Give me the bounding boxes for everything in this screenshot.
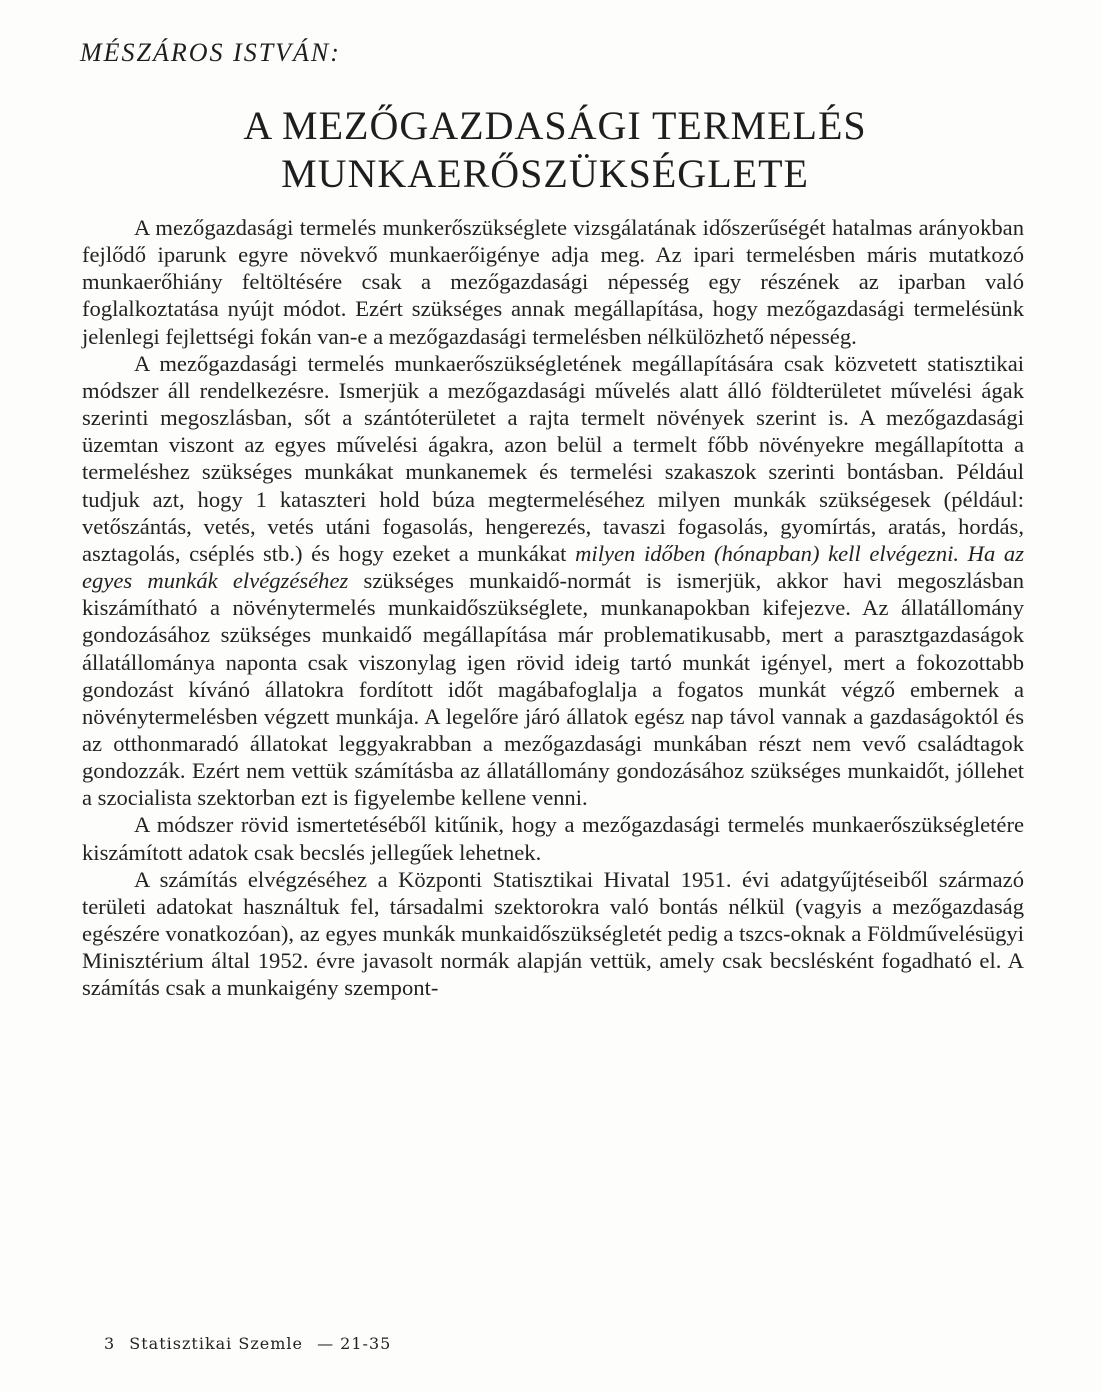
article-title-line-2: MUNKAERŐSZÜKSÉGLETE — [281, 151, 809, 196]
footer-signature: — 21-35 — [317, 1334, 392, 1353]
footer-sheet-number: 3 — [104, 1334, 116, 1353]
page-footer — [104, 1334, 399, 1353]
paragraph-2 — [82, 350, 1024, 812]
paragraph-3: A módszer rövid ismertetéséből kitűnik, hogy a mezőgazdasági termelés munkaerőszükségletére kiszámított adatok csak becslés jellegűek lehetnek. — [82, 812, 1024, 865]
paragraph-1: A mezőgazdasági termelés munkerőszükséglete vizsgálatának időszerűségét hatalmas arányokban fejlődő iparunk egyre növekvő munkaerőigénye adja meg. Az ipari termelésben máris mutatkozó munkaerőhiány feltöltésére csak a mezőgazdasági népesség egy részének az iparban való foglalkoztatása nyújt módot. Ezért szükséges annak megállapítása, hogy mezőgazdasági termelésünk jelenlegi fejlettségi fokán van-e a mezőgazdasági termelésben nélkülözhető népesség. — [82, 215, 1024, 349]
article-body — [82, 214, 1024, 1002]
footer-journal-name: Statisztikai Szemle — [129, 1334, 303, 1353]
paragraph-2-italic: milyen időben (hónapban) kell elvégezni. Ha az egyes munkák elvégzéséhez — [82, 540, 1024, 594]
paragraph-4: A számítás elvégzéséhez a Központi Statisztikai Hivatal 1951. évi adatgyűjtéseiből származó területi adatokat használtuk fel, társadalmi szektorokra való bontás nélkül (vagyis a mezőgazdaság egészére vonatkozóan), az egyes munkák munkaidőszükségletét pedig a tszcs-oknak a Földművelésügyi Minisztérium által 1952. évre javasolt normák alapján vettük, amely csak becslésként fogadható el. A számítás csak a munkaigény szempont- — [82, 866, 1024, 1001]
article-title-line-1: A MEZŐGAZDASÁGI TERMELÉS — [243, 103, 867, 148]
author-name: MÉSZÁROS ISTVÁN: — [80, 38, 341, 67]
paragraph-2-text-a: A mezőgazdasági termelés munkaerőszükségletének megállapítására csak közvetett statisztikai módszer áll rendelkezésre. Ismerjük a mezőgazdasági művelés alatt álló földterületet művelési ágak szerinti megoszlásban, sőt a szántóterületet a rajta termelt növények szerint is. A mezőgazdasági üzemtan viszont az egyes művelési ágakra, azon belül a termelt főbb növényekre megállapította a termeléshez szükséges munkákat munkanemek és termelési szakaszok szerinti bontásban. Például tudjuk azt, hogy 1 kataszteri hold búza megtermeléséhez milyen munkák szükségesek (például: vetőszántás, vetés, vetés utáni fogasolás, hengerezés, tavaszi fogasolás, gyomírtás, aratás, hordás, asztagolás, cséplés stb.) és hogy ezeket a munkákat — [82, 350, 1024, 566]
paragraph-2-text-b: szükséges munkaidő-normát is ismerjük, akkor havi megoszlásban kiszámítható a növénytermelés munkaidőszükséglete, munkanapokban kifejezve. Az állatállomány gondozásához szükséges munkaidő megállapítása már problematikusabb, mert a parasztgazdaságok állatállománya naponta csak viszonylag igen rövid ideig tartó munkát igényel, mert a fokozottabb gondozást kívánó állatokra fordított időt magábafoglalja a fogatos munkát végző embernek a növénytermelésben végzett munkája. A legelőre járó állatok egész nap távol vannak a gazdaságoktól és az otthonmaradó állatokat leggyakrabban a mezőgazdasági munkában részt nem vevő családtagok gondozzák. Ezért nem vettük számításba az állatállomány gondozásához szükséges munkaidőt, jóllehet a szocialista szektorban ezt is figyelembe kellene venni. — [82, 568, 1024, 811]
